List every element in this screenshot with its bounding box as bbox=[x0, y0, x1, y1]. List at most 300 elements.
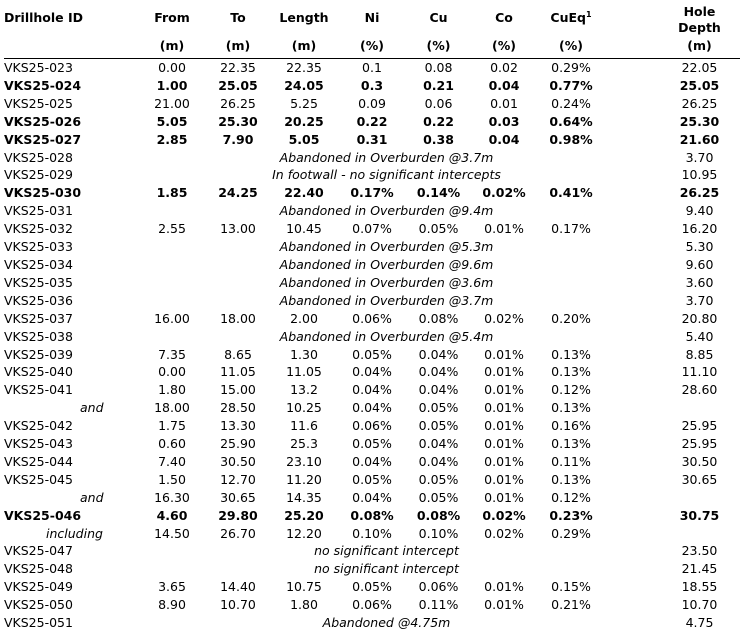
ni-cell: 0.04% bbox=[352, 382, 392, 398]
spacer-cell bbox=[605, 59, 635, 77]
table-row bbox=[4, 453, 740, 471]
drillhole-id-cell: VKS25-025 bbox=[4, 95, 73, 111]
cu-cell: 0.14% bbox=[416, 185, 461, 201]
hole-depth-cell: 25.95 bbox=[681, 418, 718, 434]
co-cell: 0.01% bbox=[484, 453, 524, 469]
table-row bbox=[4, 363, 740, 381]
col-header-ni: Ni bbox=[364, 10, 380, 25]
length-cell: 11.6 bbox=[290, 418, 318, 434]
drillhole-id-cell: VKS25-027 bbox=[4, 131, 82, 147]
to-cell: 13.30 bbox=[220, 418, 256, 434]
ni-cell: 0.08% bbox=[350, 507, 394, 523]
table-row bbox=[4, 149, 740, 167]
table-row bbox=[4, 328, 740, 346]
from-cell: 1.00 bbox=[156, 77, 188, 93]
cu-cell: 0.08% bbox=[416, 507, 461, 523]
table-row bbox=[4, 166, 740, 184]
from-cell: 0.60 bbox=[158, 436, 186, 452]
row-note: In footwall - no significant intercepts bbox=[272, 167, 501, 183]
cueq-cell: 0.20% bbox=[551, 310, 591, 326]
drillhole-id-cell: VKS25-038 bbox=[4, 328, 73, 344]
col-header-hole-depth bbox=[635, 4, 740, 38]
length-cell: 20.25 bbox=[284, 113, 324, 129]
cu-cell: 0.21 bbox=[423, 77, 454, 93]
col-header-cu: Cu bbox=[429, 10, 448, 25]
row-note: no significant intercept bbox=[314, 561, 459, 577]
co-cell: 0.01% bbox=[484, 597, 524, 613]
co-cell: 0.01% bbox=[484, 471, 524, 487]
hole-depth-cell: 25.30 bbox=[679, 113, 720, 129]
cueq-cell: 0.12% bbox=[551, 489, 591, 505]
interval-qualifier: and bbox=[80, 400, 104, 416]
col-header-length: Length bbox=[279, 10, 329, 25]
spacer-cell bbox=[605, 184, 635, 202]
co-cell: 0.01 bbox=[490, 95, 518, 111]
to-cell: 15.00 bbox=[220, 382, 256, 398]
units-hole-depth: (m) bbox=[635, 38, 740, 59]
units-ni: (%) bbox=[338, 38, 406, 59]
cueq-cell: 0.98% bbox=[549, 131, 593, 147]
cu-cell: 0.05% bbox=[418, 400, 459, 416]
length-cell: 1.80 bbox=[290, 597, 318, 613]
cueq-cell: 0.17% bbox=[551, 221, 591, 237]
cueq-cell: 0.77% bbox=[549, 77, 593, 93]
length-cell: 10.75 bbox=[286, 579, 322, 595]
drillhole-id-cell: VKS25-050 bbox=[4, 597, 73, 613]
hole-depth-cell: 5.40 bbox=[685, 328, 714, 344]
table-row bbox=[4, 274, 740, 292]
table-body bbox=[4, 59, 740, 633]
drillhole-id-cell: VKS25-051 bbox=[4, 615, 73, 631]
ni-cell: 0.06% bbox=[352, 597, 392, 613]
to-cell: 29.80 bbox=[218, 507, 258, 523]
spacer-cell bbox=[605, 131, 635, 149]
table-row bbox=[4, 507, 740, 525]
hole-depth-cell: 3.60 bbox=[685, 274, 714, 290]
length-cell: 24.05 bbox=[284, 77, 324, 93]
cueq-cell: 0.29% bbox=[551, 525, 591, 541]
hole-depth-cell: 26.25 bbox=[681, 95, 718, 111]
from-cell: 14.50 bbox=[154, 525, 190, 541]
cueq-cell: 0.13% bbox=[551, 471, 591, 487]
to-cell: 8.65 bbox=[224, 346, 252, 362]
hole-depth-cell: 25.05 bbox=[679, 77, 720, 93]
length-cell: 12.20 bbox=[286, 525, 322, 541]
from-cell: 18.00 bbox=[154, 400, 190, 416]
cueq-cell: 0.24% bbox=[551, 95, 591, 111]
ni-cell: 0.04% bbox=[352, 400, 392, 416]
ni-cell: 0.05% bbox=[352, 471, 392, 487]
spacer-cell bbox=[605, 471, 635, 489]
cu-cell: 0.04% bbox=[418, 436, 459, 452]
ni-cell: 0.05% bbox=[352, 346, 392, 362]
table-row bbox=[4, 131, 740, 149]
ni-cell: 0.06% bbox=[352, 310, 392, 326]
to-cell: 14.40 bbox=[220, 579, 256, 595]
spacer-cell bbox=[605, 220, 635, 238]
drillhole-id-cell: VKS25-041 bbox=[4, 382, 73, 398]
units-cueq: (%) bbox=[537, 38, 605, 59]
drillhole-id-cell: VKS25-026 bbox=[4, 113, 82, 129]
table-row bbox=[4, 346, 740, 364]
from-cell: 1.80 bbox=[158, 382, 186, 398]
ni-cell: 0.09 bbox=[358, 95, 386, 111]
table-row bbox=[4, 525, 740, 543]
drillhole-results-table bbox=[4, 4, 740, 632]
interval-qualifier: including bbox=[46, 525, 103, 541]
co-cell: 0.02% bbox=[484, 310, 524, 326]
length-cell: 5.25 bbox=[290, 95, 318, 111]
cu-cell: 0.04% bbox=[418, 453, 459, 469]
drillhole-id-cell: VKS25-047 bbox=[4, 543, 73, 559]
hole-depth-line2: Depth bbox=[678, 20, 721, 35]
from-cell: 16.30 bbox=[154, 489, 190, 505]
row-note: no significant intercept bbox=[314, 543, 459, 559]
length-cell: 10.45 bbox=[286, 221, 322, 237]
spacer-cell bbox=[605, 113, 635, 131]
cu-cell: 0.10% bbox=[418, 525, 459, 541]
table-row bbox=[4, 399, 740, 417]
hole-depth-cell: 10.70 bbox=[681, 597, 718, 613]
table-row bbox=[4, 256, 740, 274]
co-cell: 0.01% bbox=[484, 346, 524, 362]
table-row bbox=[4, 381, 740, 399]
ni-cell: 0.1 bbox=[362, 60, 382, 75]
table-row bbox=[4, 310, 740, 328]
to-cell: 30.50 bbox=[220, 453, 256, 469]
length-cell: 25.20 bbox=[284, 507, 324, 523]
row-note: Abandoned in Overburden @3.6m bbox=[279, 274, 494, 290]
cueq-cell: 0.64% bbox=[549, 113, 593, 129]
cu-cell: 0.04% bbox=[418, 382, 459, 398]
row-note: Abandoned in Overburden @3.7m bbox=[279, 292, 494, 308]
table-row bbox=[4, 471, 740, 489]
ni-cell: 0.05% bbox=[352, 436, 392, 452]
ni-cell: 0.04% bbox=[352, 453, 392, 469]
ni-cell: 0.3 bbox=[360, 77, 384, 93]
cu-cell: 0.06 bbox=[424, 95, 453, 111]
drillhole-id-cell: VKS25-024 bbox=[4, 77, 82, 93]
drillhole-id-cell: VKS25-033 bbox=[4, 239, 73, 255]
from-cell: 1.75 bbox=[158, 418, 186, 434]
drillhole-id-cell: VKS25-039 bbox=[4, 346, 73, 362]
length-cell: 11.05 bbox=[286, 364, 322, 380]
spacer-cell bbox=[605, 453, 635, 471]
row-note: Abandoned @4.75m bbox=[322, 615, 451, 631]
hole-depth-cell: 26.25 bbox=[679, 185, 720, 201]
drillhole-id-cell: VKS25-028 bbox=[4, 149, 73, 165]
spacer-cell bbox=[605, 77, 635, 95]
drillhole-id-cell: VKS25-040 bbox=[4, 364, 73, 380]
length-cell: 14.35 bbox=[286, 489, 322, 505]
hole-depth-cell: 21.60 bbox=[679, 131, 720, 147]
table-row bbox=[4, 238, 740, 256]
drillhole-id-cell: VKS25-043 bbox=[4, 436, 73, 452]
hole-depth-cell: 8.85 bbox=[685, 346, 714, 362]
table-row bbox=[4, 220, 740, 238]
hole-depth-cell: 23.50 bbox=[681, 543, 718, 559]
cueq-cell: 0.13% bbox=[551, 346, 591, 362]
cueq-cell: 0.13% bbox=[551, 436, 591, 452]
hole-depth-cell: 10.95 bbox=[681, 167, 718, 183]
to-cell: 25.30 bbox=[218, 113, 258, 129]
table-row bbox=[4, 292, 740, 310]
length-cell: 22.35 bbox=[286, 60, 322, 75]
interval-qualifier: and bbox=[80, 489, 104, 505]
cu-cell: 0.04% bbox=[418, 364, 459, 380]
hole-depth-cell: 3.70 bbox=[685, 149, 714, 165]
to-cell: 26.70 bbox=[220, 525, 256, 541]
spacer-cell bbox=[605, 346, 635, 364]
col-header-drillhole-id: Drillhole ID bbox=[4, 10, 84, 25]
cu-cell: 0.11% bbox=[418, 597, 459, 613]
cueq-label: CuEq bbox=[550, 10, 586, 25]
table-row bbox=[4, 417, 740, 435]
row-note: Abandoned in Overburden @9.6m bbox=[279, 256, 494, 272]
cu-cell: 0.04% bbox=[418, 346, 459, 362]
length-cell: 22.40 bbox=[284, 185, 324, 201]
cueq-cell: 0.11% bbox=[551, 453, 591, 469]
drillhole-id-cell: VKS25-044 bbox=[4, 453, 73, 469]
table-row bbox=[4, 77, 740, 95]
co-cell: 0.02% bbox=[484, 525, 524, 541]
hole-depth-cell: 16.20 bbox=[681, 221, 718, 237]
table-row bbox=[4, 184, 740, 202]
drillhole-id-cell: VKS25-048 bbox=[4, 561, 73, 577]
spacer-cell bbox=[605, 507, 635, 525]
col-header-co: Co bbox=[495, 10, 513, 25]
hole-depth-cell: 30.50 bbox=[681, 453, 718, 469]
cu-cell: 0.05% bbox=[418, 418, 459, 434]
row-note: Abandoned in Overburden @9.4m bbox=[279, 203, 494, 219]
hole-depth-cell: 20.80 bbox=[681, 310, 718, 326]
hole-depth-cell: 25.95 bbox=[681, 436, 718, 452]
hole-depth-cell: 21.45 bbox=[681, 561, 718, 577]
co-cell: 0.02% bbox=[482, 185, 526, 201]
table-row bbox=[4, 95, 740, 113]
row-note: Abandoned in Overburden @5.4m bbox=[279, 328, 494, 344]
ni-cell: 0.31 bbox=[356, 131, 388, 147]
cu-cell: 0.06% bbox=[418, 579, 459, 595]
co-cell: 0.03 bbox=[488, 113, 520, 129]
spacer-cell bbox=[605, 435, 635, 453]
length-cell: 5.05 bbox=[288, 131, 320, 147]
units-co: (%) bbox=[471, 38, 537, 59]
co-cell: 0.01% bbox=[484, 221, 524, 237]
drillhole-id-cell: VKS25-023 bbox=[4, 60, 73, 75]
drillhole-id-cell: VKS25-049 bbox=[4, 579, 73, 595]
to-cell: 7.90 bbox=[222, 131, 254, 147]
to-cell: 25.90 bbox=[220, 436, 256, 452]
co-cell: 0.01% bbox=[484, 418, 524, 434]
table-row bbox=[4, 489, 740, 507]
hole-depth-cell: 3.70 bbox=[685, 292, 714, 308]
table-row bbox=[4, 59, 740, 77]
cueq-cell: 0.41% bbox=[549, 185, 593, 201]
hole-depth-cell: 11.10 bbox=[681, 364, 718, 380]
to-cell: 22.35 bbox=[220, 60, 256, 75]
cu-cell: 0.22 bbox=[423, 113, 454, 129]
drillhole-id-cell: VKS25-045 bbox=[4, 471, 73, 487]
co-cell: 0.01% bbox=[484, 364, 524, 380]
hole-depth-cell: 18.55 bbox=[681, 579, 718, 595]
spacer-cell bbox=[605, 399, 635, 417]
cueq-cell: 0.15% bbox=[551, 579, 591, 595]
hole-depth-cell: 9.60 bbox=[685, 256, 714, 272]
row-note: Abandoned in Overburden @3.7m bbox=[279, 149, 494, 165]
to-cell: 18.00 bbox=[220, 310, 256, 326]
table-row bbox=[4, 596, 740, 614]
length-cell: 10.25 bbox=[286, 400, 322, 416]
co-cell: 0.01% bbox=[484, 382, 524, 398]
spacer-cell bbox=[605, 525, 635, 543]
hole-depth-cell: 30.75 bbox=[679, 507, 720, 523]
hole-depth-cell: 28.60 bbox=[681, 382, 718, 398]
from-cell: 1.50 bbox=[158, 471, 186, 487]
to-cell: 11.05 bbox=[220, 364, 256, 380]
units-length: (m) bbox=[270, 38, 338, 59]
header-row bbox=[4, 4, 740, 38]
ni-cell: 0.06% bbox=[352, 418, 392, 434]
ni-cell: 0.04% bbox=[352, 489, 392, 505]
cu-cell: 0.05% bbox=[418, 489, 459, 505]
drillhole-id-cell: VKS25-042 bbox=[4, 418, 73, 434]
ni-cell: 0.05% bbox=[352, 579, 392, 595]
ni-cell: 0.07% bbox=[352, 221, 392, 237]
to-cell: 13.00 bbox=[220, 221, 256, 237]
hole-depth-cell bbox=[635, 489, 740, 507]
length-cell: 23.10 bbox=[286, 453, 322, 469]
cu-cell: 0.05% bbox=[418, 221, 459, 237]
cueq-cell: 0.12% bbox=[551, 382, 591, 398]
spacer-cell bbox=[605, 578, 635, 596]
co-cell: 0.01% bbox=[484, 579, 524, 595]
hole-depth-cell bbox=[635, 399, 740, 417]
length-cell: 2.00 bbox=[290, 310, 318, 326]
from-cell: 2.55 bbox=[158, 221, 186, 237]
drillhole-id-cell: VKS25-031 bbox=[4, 203, 73, 219]
hole-depth-cell: 5.30 bbox=[685, 239, 714, 255]
from-cell: 7.35 bbox=[158, 346, 186, 362]
spacer-cell bbox=[605, 381, 635, 399]
cueq-cell: 0.29% bbox=[551, 60, 591, 75]
hole-depth-cell bbox=[635, 525, 740, 543]
from-cell: 1.85 bbox=[156, 185, 188, 201]
spacer-cell bbox=[605, 310, 635, 328]
col-header-from: From bbox=[154, 10, 190, 25]
drillhole-id-cell: VKS25-030 bbox=[4, 185, 82, 201]
drillhole-id-cell: VKS25-035 bbox=[4, 274, 73, 290]
cu-cell: 0.08% bbox=[418, 310, 459, 326]
ni-cell: 0.10% bbox=[352, 525, 392, 541]
hole-depth-cell: 9.40 bbox=[685, 203, 714, 219]
to-cell: 24.25 bbox=[218, 185, 258, 201]
drillhole-id-cell: VKS25-037 bbox=[4, 310, 73, 326]
from-cell: 0.00 bbox=[158, 60, 186, 75]
units-drillhole-id bbox=[4, 38, 138, 59]
spacer-cell bbox=[605, 489, 635, 507]
units-cu: (%) bbox=[406, 38, 471, 59]
cueq-cell: 0.13% bbox=[551, 400, 591, 416]
from-cell: 0.00 bbox=[158, 364, 186, 380]
to-cell: 26.25 bbox=[220, 95, 256, 111]
from-cell: 4.60 bbox=[156, 507, 188, 523]
spacer-cell bbox=[605, 95, 635, 113]
spacer-cell bbox=[605, 363, 635, 381]
to-cell: 28.50 bbox=[220, 400, 256, 416]
from-cell: 7.40 bbox=[158, 453, 186, 469]
co-cell: 0.02 bbox=[490, 60, 518, 75]
cueq-cell: 0.16% bbox=[551, 418, 591, 434]
table-row bbox=[4, 202, 740, 220]
table-row bbox=[4, 578, 740, 596]
co-cell: 0.01% bbox=[484, 489, 524, 505]
length-cell: 13.2 bbox=[290, 382, 318, 398]
to-cell: 25.05 bbox=[218, 77, 258, 93]
length-cell: 25.3 bbox=[290, 436, 318, 452]
hole-depth-cell: 4.75 bbox=[685, 615, 714, 631]
spacer-cell bbox=[605, 417, 635, 435]
units-from: (m) bbox=[138, 38, 206, 59]
units-row bbox=[4, 38, 740, 59]
co-cell: 0.02% bbox=[482, 507, 526, 523]
co-cell: 0.04 bbox=[488, 131, 520, 147]
units-spacer bbox=[605, 38, 635, 59]
col-header-cueq bbox=[537, 4, 605, 38]
table-row bbox=[4, 614, 740, 632]
units-to: (m) bbox=[206, 38, 270, 59]
cu-cell: 0.38 bbox=[423, 131, 454, 147]
length-cell: 11.20 bbox=[286, 471, 322, 487]
drillhole-id-cell: VKS25-046 bbox=[4, 507, 82, 523]
cueq-cell: 0.21% bbox=[551, 597, 591, 613]
cu-cell: 0.08 bbox=[424, 60, 453, 75]
from-cell: 8.90 bbox=[158, 597, 186, 613]
drillhole-id-cell: VKS25-032 bbox=[4, 221, 73, 237]
row-note: Abandoned in Overburden @5.3m bbox=[279, 239, 494, 255]
col-header-spacer bbox=[605, 4, 635, 38]
co-cell: 0.01% bbox=[484, 400, 524, 416]
co-cell: 0.01% bbox=[484, 436, 524, 452]
co-cell: 0.04 bbox=[488, 77, 520, 93]
from-cell: 21.00 bbox=[154, 95, 190, 111]
table-row bbox=[4, 542, 740, 560]
spacer-cell bbox=[605, 596, 635, 614]
hole-depth-cell: 30.65 bbox=[681, 471, 718, 487]
to-cell: 30.65 bbox=[220, 489, 256, 505]
cueq-cell: 0.23% bbox=[549, 507, 593, 523]
col-header-to: To bbox=[230, 10, 246, 25]
from-cell: 16.00 bbox=[154, 310, 190, 326]
from-cell: 3.65 bbox=[158, 579, 186, 595]
from-cell: 5.05 bbox=[156, 113, 188, 129]
drillhole-id-cell: VKS25-029 bbox=[4, 167, 73, 183]
ni-cell: 0.22 bbox=[356, 113, 388, 129]
cu-cell: 0.05% bbox=[418, 471, 459, 487]
length-cell: 1.30 bbox=[290, 346, 318, 362]
to-cell: 12.70 bbox=[220, 471, 256, 487]
ni-cell: 0.17% bbox=[350, 185, 394, 201]
table-row bbox=[4, 560, 740, 578]
hole-depth-line1: Hole bbox=[683, 4, 716, 19]
cueq-footnote-marker: 1 bbox=[585, 9, 592, 19]
cueq-cell: 0.13% bbox=[551, 364, 591, 380]
to-cell: 10.70 bbox=[220, 597, 256, 613]
from-cell: 2.85 bbox=[156, 131, 188, 147]
drillhole-id-cell: VKS25-034 bbox=[4, 256, 73, 272]
ni-cell: 0.04% bbox=[352, 364, 392, 380]
table-row bbox=[4, 435, 740, 453]
